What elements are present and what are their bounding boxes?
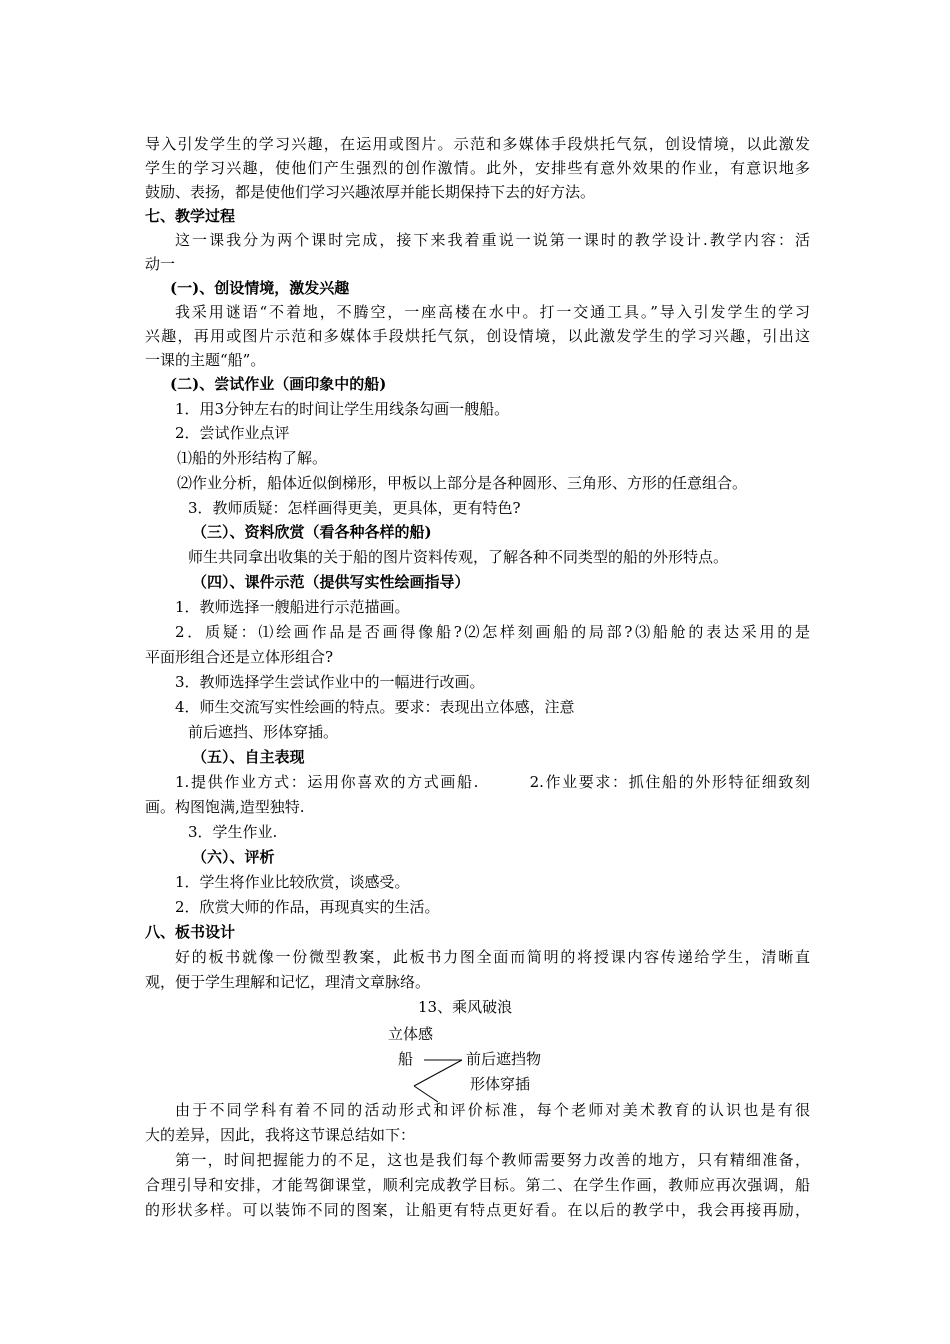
section-heading-8: 八、板书设计: [145, 923, 236, 941]
list-item: 3．学生作业.: [188, 823, 278, 841]
subheading-5: （五）、自主表现: [192, 748, 305, 766]
list-item: ⑴船的外形结构了解。: [177, 449, 328, 467]
list-item: ⑵作业分析，船体近似倒梯形，甲板以上部分是各种圆形、三角形、方形的任意组合。: [177, 474, 748, 492]
paragraph-line: 第一，时间把握能力的不足，这也是我们每个教师需要努力改善的地方，只有精细准备，: [175, 1151, 810, 1169]
list-item: 1．用3分钟左右的时间让学生用线条勾画一艘船。: [175, 400, 510, 418]
paragraph-line: 这一课我分为两个课时完成，接下来我着重说一说第一课时的教学设计.教学内容：活: [175, 231, 810, 249]
list-item: 2．欣赏大师的作品，再现真实的生活。: [175, 898, 440, 916]
paragraph-line: 好的板书就像一份微型教案，此板书力图全面而简明的将授课内容传递给学生，清晰直: [175, 948, 810, 966]
list-item: 3．教师质疑：怎样画得更美，更具体，更有特色?: [188, 499, 521, 517]
list-item: 1.提供作业方式：运用你喜欢的方式画船. 2.作业要求：抓住船的外形特征细致刻: [175, 773, 810, 791]
subheading-4: （四）、课件示范（提供写实性绘画指导）: [192, 573, 470, 591]
board-item-solid: 立体感: [388, 1025, 434, 1043]
board-item-occlusion: 前后遮挡物: [466, 1050, 542, 1068]
subheading-2: (二)、尝试作业（画印象中的船): [170, 375, 387, 393]
paragraph-line: 画。构图饱满,造型独特.: [145, 798, 305, 816]
board-center-boat: 船: [398, 1050, 414, 1068]
paragraph-line: 由于不同学科有着不同的活动形式和评价标准，每个老师对美术教育的认识也是有很: [175, 1101, 810, 1119]
paragraph-line: 鼓励、表扬，都是使他们学习兴趣浓厚并能长期保持下去的好方法。: [145, 183, 596, 201]
paragraph-line: 学生的学习兴趣，使他们产生强烈的创作激情。此外，安排些有意外效果的作业，有意识地多: [145, 159, 810, 177]
paragraph-line: 我采用谜语“不着地，不腾空，一座高楼在水中。打一交通工具。”导入引发学生的学习: [175, 303, 810, 321]
subheading-1: (一)、创设情境，激发兴趣: [170, 279, 350, 297]
paragraph-line: 导入引发学生的学习兴趣，在运用或图片。示范和多媒体手段烘托气氛，创设情境，以此激发: [145, 135, 810, 153]
list-item: 2．尝试作业点评: [175, 424, 290, 442]
list-item: 2．质疑：⑴绘画作品是否画得像船?⑵怎样刻画船的局部?⑶船舱的表达采用的是: [175, 623, 810, 641]
list-item: 4．师生交流写实性绘画的特点。要求：表现出立体感，注意: [175, 698, 575, 716]
board-connector-lines: [400, 1050, 470, 1105]
list-item: 1．学生将作业比较欣赏，谈感受。: [175, 873, 410, 891]
paragraph-line: 大的差异，因此，我将这节课总结如下：: [145, 1126, 416, 1144]
paragraph-line: 的形状多样。可以装饰不同的图案，让船更有特点更好看。在以后的教学中，我会再接再励，: [145, 1201, 810, 1219]
list-item: 1．教师选择一艘船进行示范描画。: [175, 598, 410, 616]
paragraph-line: 合理引导和安排，才能驾御课堂，顺利完成教学目标。第二、在学生作画，教师应再次强调，船: [145, 1176, 810, 1194]
paragraph-line: 师生共同拿出收集的关于船的图片资料传观，了解各种不同类型的船的外形特点。: [188, 548, 729, 566]
section-heading-7: 七、教学过程: [145, 207, 236, 225]
paragraph-line: 平面形组合还是立体形组合?: [145, 648, 334, 666]
paragraph-line: 动一: [145, 255, 176, 273]
subheading-6: （六）、评析: [192, 848, 275, 866]
board-title: 13、乘风破浪: [418, 998, 513, 1016]
paragraph-line: 观，便于学生理解和记忆，理清文章脉络。: [145, 973, 431, 991]
subheading-3: （三）、资料欣赏（看各种各样的船): [192, 523, 432, 541]
paragraph-line: 兴趣，再用或图片示范和多媒体手段烘托气氛，创设情境，以此激发学生的学习兴趣，引出这: [145, 327, 810, 345]
list-item: 3．教师选择学生尝试作业中的一幅进行改画。: [175, 673, 485, 691]
paragraph-line: 一课的主题“船”。: [145, 351, 266, 369]
paragraph-line: 前后遮挡、形体穿插。: [188, 723, 339, 741]
board-item-interlace: 形体穿插: [470, 1075, 531, 1093]
